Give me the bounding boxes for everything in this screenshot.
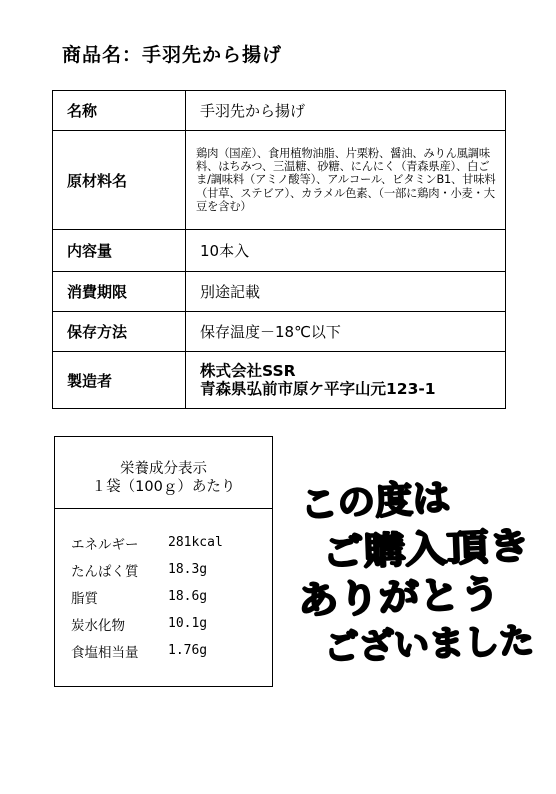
label-value-manufacturer	[186, 352, 506, 409]
nutrition-row	[55, 529, 272, 556]
label-key-name: 名称	[53, 91, 186, 131]
label-row-expiry	[53, 272, 506, 312]
thanks-line-3: ありがとう	[297, 572, 489, 623]
label-row-manufacturer	[53, 352, 506, 409]
nutrition-row	[55, 610, 272, 637]
thank-you-calligraphy	[292, 470, 540, 670]
nutrient-value: 18.6g	[168, 589, 208, 604]
nutrition-subtitle: １袋（100ｇ）あたり	[91, 479, 236, 495]
nutrition-facts-box	[54, 436, 273, 687]
nutrition-list	[55, 509, 272, 664]
nutrition-title: 栄養成分表示	[120, 461, 207, 477]
nutrient-name: 食塩相当量	[71, 644, 139, 661]
nutrient-value: 281kcal	[168, 535, 223, 550]
manufacturer-address: 青森県弘前市原ケ平字山元123-1	[200, 380, 436, 398]
label-row-ingredients	[53, 131, 506, 230]
nutrient-name: 脂質	[71, 590, 98, 607]
label-key-contents: 内容量	[53, 230, 186, 272]
label-key-expiry: 消費期限	[53, 272, 186, 312]
nutrient-name: エネルギー	[71, 536, 139, 553]
nutrient-value: 10.1g	[168, 616, 208, 631]
product-title: 商品名：手羽先から揚げ	[62, 44, 283, 66]
nutrition-row	[55, 637, 272, 664]
label-value-expiry: 別途記載	[186, 272, 506, 312]
thanks-line-4: ございました	[323, 621, 535, 669]
thank-you-calligraphy-art	[292, 470, 540, 670]
nutrient-name: たんぱく質	[71, 563, 139, 580]
label-key-manufacturer: 製造者	[53, 352, 186, 409]
label-value-name: 手羽先から揚げ	[186, 91, 506, 131]
label-value-ingredients: 鶏肉（国産）、食用植物油脂、片栗粉、醤油、みりん風調味料、はちみつ、三温糖、砂糖、にんにく（青森県産）、白ごま/調味料（アミノ酸等）、アルコール、ビタミンB1、甘味料（甘草、ステビア）、カラメル色素、（一部に鶏肉・小麦・大豆を含む）	[186, 131, 506, 230]
thanks-line-2: ご購入頂き	[321, 525, 508, 575]
product-label-table	[52, 90, 506, 409]
label-value-storage: 保存温度－18℃以下	[186, 312, 506, 352]
label-row-storage	[53, 312, 506, 352]
label-key-storage: 保存方法	[53, 312, 186, 352]
nutrition-header	[55, 437, 272, 509]
nutrient-value: 18.3g	[168, 562, 208, 577]
nutrition-row	[55, 583, 272, 610]
label-row-name	[53, 91, 506, 131]
nutrient-value: 1.76g	[168, 643, 208, 658]
nutrient-name: 炭水化物	[71, 617, 125, 634]
thanks-line-1: この度は	[299, 476, 450, 527]
label-key-ingredients: 原材料名	[53, 131, 186, 230]
label-row-contents	[53, 230, 506, 272]
manufacturer-name: 株式会社SSR	[200, 362, 296, 380]
nutrition-row	[55, 556, 272, 583]
label-value-contents: 10本入	[186, 230, 506, 272]
